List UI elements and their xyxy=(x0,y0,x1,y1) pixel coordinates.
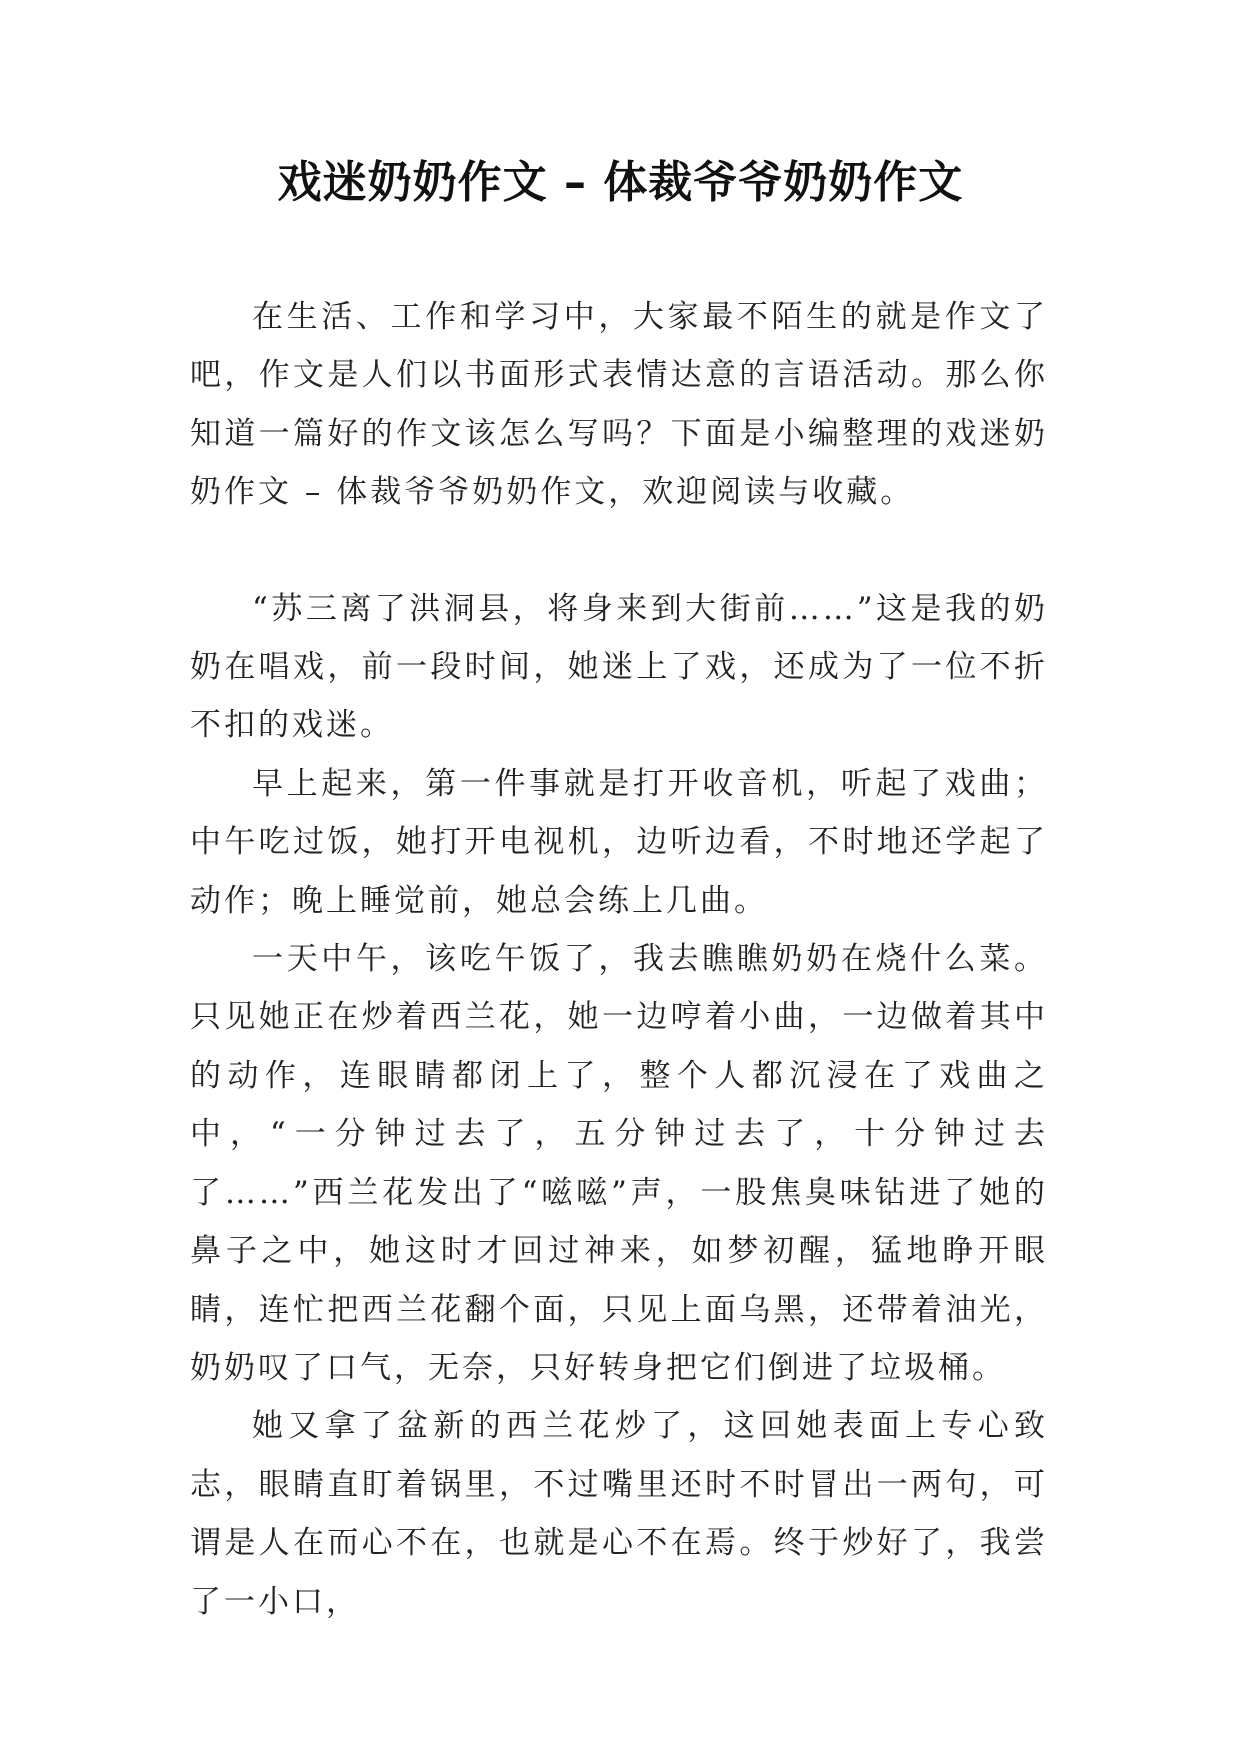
intro-paragraph: 在生活、工作和学习中，大家最不陌生的就是作文了吧，作文是人们以书面形式表情达意的言语活动。那么你知道一篇好的作文该怎么写吗？下面是小编整理的戏迷奶奶作文 – 体裁爷爷奶奶作文，欢迎阅读与收藏。 xyxy=(190,299,1048,511)
body-paragraph: “苏三离了洪洞县，将身来到大街前……”这是我的奶奶在唱戏，前一段时间，她迷上了戏，还成为了一位不折不扣的戏迷。 xyxy=(190,590,1048,744)
document-title: 戏迷奶奶作文 – 体裁爷爷奶奶作文 xyxy=(277,157,964,208)
body-paragraph: 一天中午，该吃午饭了，我去瞧瞧奶奶在烧什么菜。只见她正在炒着西兰花，她一边哼着小曲，一边做着其中的动作，连眼睛都闭上了，整个人都沉浸在了戏曲之中，“一分钟过去了，五分钟过去了，十分钟过去了……”西兰花发出了“嗞嗞”声，一股焦臭味钻进了她的鼻子之中，她这时才回过神来，如梦初醒，猛地睁开眼睛，连忙把西兰花翻个面，只见上面乌黑，还带着油光，奶奶叹了口气，无奈，只好转身把它们倒进了垃圾桶。 xyxy=(190,941,1048,1386)
body-paragraph: 她又拿了盆新的西兰花炒了，这回她表面上专心致志，眼睛直盯着锅里，不过嘴里还时不时冒出一两句，可谓是人在而心不在，也就是心不在焉。终于炒好了，我尝了一小口， xyxy=(190,1408,1048,1620)
body-paragraph: 早上起来，第一件事就是打开收音机，听起了戏曲；中午吃过饭，她打开电视机，边听边看，不时地还学起了动作；晚上睡觉前，她总会练上几曲。 xyxy=(190,765,1048,919)
document-body xyxy=(190,288,1048,1631)
